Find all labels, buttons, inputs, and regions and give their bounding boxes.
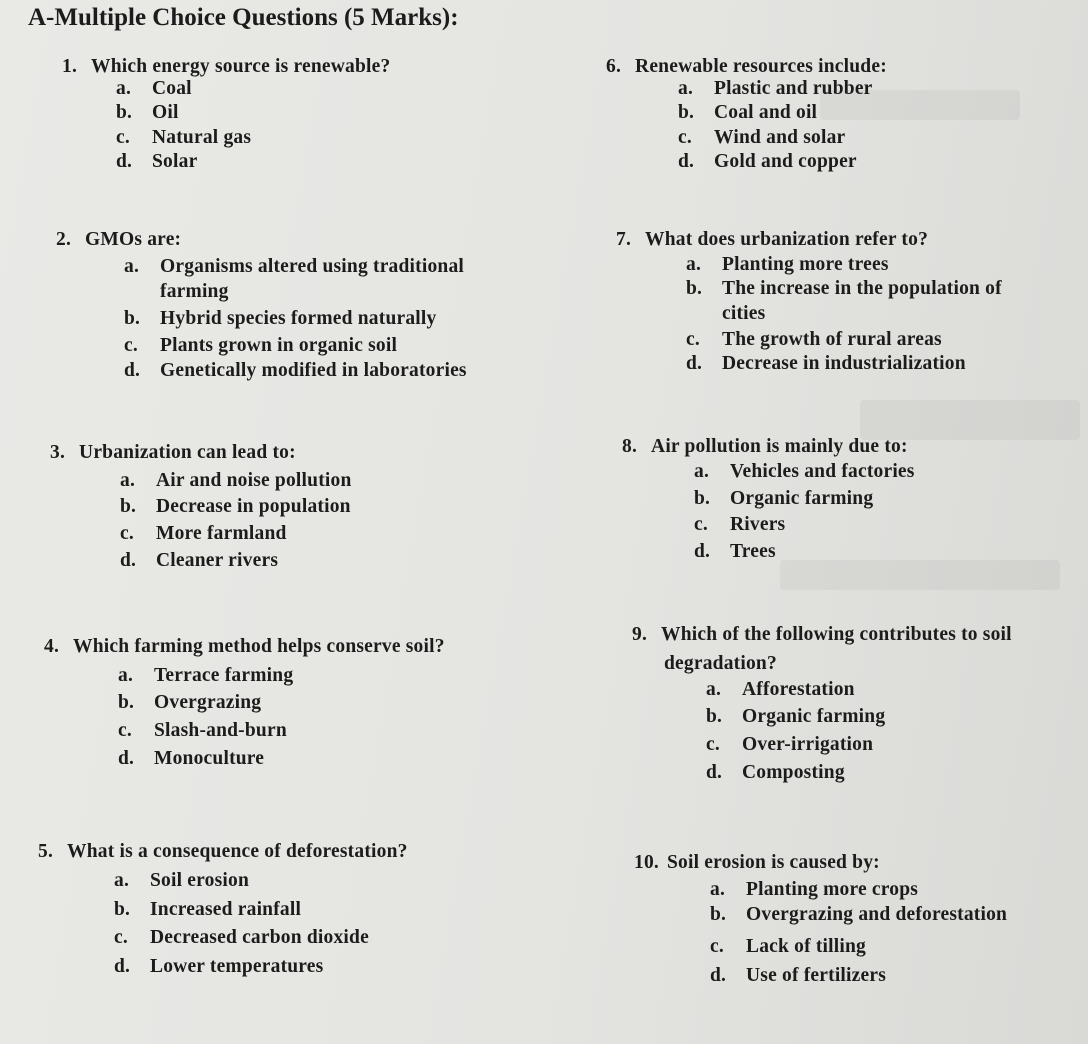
option-b[interactable]: b. Organic farming bbox=[706, 706, 886, 727]
option-a[interactable]: a. Terrace farming bbox=[118, 665, 294, 686]
question-text: What does urbanization refer to? bbox=[645, 229, 929, 250]
option-d[interactable]: d. Genetically modified in laboratories bbox=[124, 360, 467, 381]
question-text: Renewable resources include: bbox=[635, 56, 887, 77]
option-a[interactable]: a. Air and noise pollution bbox=[120, 470, 352, 491]
question-number: 8. bbox=[622, 436, 638, 457]
option-c[interactable]: c. Lack of tilling bbox=[710, 936, 867, 957]
option-c[interactable]: c. Natural gas bbox=[116, 127, 252, 148]
option-b[interactable]: b. Decrease in population bbox=[120, 496, 351, 517]
option-d[interactable]: d. Gold and copper bbox=[678, 151, 857, 172]
option-b[interactable]: b. Increased rainfall bbox=[114, 899, 302, 920]
option-d[interactable]: d. Lower temperatures bbox=[114, 956, 324, 977]
question-text: Urbanization can lead to: bbox=[79, 442, 296, 463]
question-number: 4. bbox=[44, 636, 60, 657]
question-number: 6. bbox=[606, 56, 622, 77]
question-number: 1. bbox=[62, 56, 78, 77]
question-number: 7. bbox=[616, 229, 632, 250]
option-b[interactable]: b. Coal and oil bbox=[678, 102, 818, 123]
option-a[interactable]: a. Afforestation bbox=[706, 679, 855, 700]
option-b[interactable]: b. Oil bbox=[116, 102, 179, 123]
question-number: 2. bbox=[56, 229, 72, 250]
option-a[interactable]: a. Planting more trees bbox=[686, 254, 889, 275]
option-c[interactable]: c. The growth of rural areas bbox=[686, 329, 942, 350]
option-d[interactable]: d. Monoculture bbox=[118, 748, 265, 769]
question-text-continued: degradation? bbox=[664, 653, 777, 674]
question-text: Which farming method helps conserve soil? bbox=[73, 636, 445, 657]
question-text: Air pollution is mainly due to: bbox=[651, 436, 908, 457]
option-a[interactable]: a. Soil erosion bbox=[114, 870, 250, 891]
option-b[interactable]: b. Hybrid species formed naturally bbox=[124, 308, 437, 329]
option-d[interactable]: d. Use of fertilizers bbox=[710, 965, 887, 986]
question-text: What is a consequence of deforestation? bbox=[67, 841, 408, 862]
question-text: GMOs are: bbox=[85, 229, 182, 250]
question-text: Which of the following contributes to soil bbox=[661, 624, 1012, 645]
option-d[interactable]: d. Solar bbox=[116, 151, 198, 172]
option-c[interactable]: c. More farmland bbox=[120, 523, 287, 544]
option-b[interactable]: b. Overgrazing bbox=[118, 692, 262, 713]
option-c[interactable]: c. Slash-and-burn bbox=[118, 720, 287, 741]
option-c[interactable]: c. Plants grown in organic soil bbox=[124, 335, 398, 356]
question-number: 5. bbox=[38, 841, 54, 862]
option-a[interactable]: a. Plastic and rubber bbox=[678, 78, 873, 99]
option-d[interactable]: d. Decrease in industrialization bbox=[686, 353, 966, 374]
option-a[interactable]: a. Planting more crops bbox=[710, 879, 919, 900]
option-a[interactable]: a. Vehicles and factories bbox=[694, 461, 915, 482]
question-number: 10. bbox=[634, 852, 659, 873]
question-text: Which energy source is renewable? bbox=[91, 56, 391, 77]
question-number: 9. bbox=[632, 624, 648, 645]
option-a[interactable]: a. Coal bbox=[116, 78, 192, 99]
option-b[interactable]: b. Overgrazing and deforestation bbox=[710, 904, 1008, 925]
option-b[interactable]: b. Organic farming bbox=[694, 488, 874, 509]
option-c[interactable]: c. Over-irrigation bbox=[706, 734, 874, 755]
option-c[interactable]: c. Rivers bbox=[694, 514, 786, 535]
option-d[interactable]: d. Trees bbox=[694, 541, 776, 562]
option-c[interactable]: c. Decreased carbon dioxide bbox=[114, 927, 369, 948]
option-b[interactable]: b. The increase in the population of cities bbox=[686, 278, 1002, 324]
option-d[interactable]: d. Composting bbox=[706, 762, 845, 783]
page-title: A-Multiple Choice Questions (5 Marks): bbox=[28, 4, 459, 31]
question-text: Soil erosion is caused by: bbox=[666, 852, 880, 873]
question-number: 3. bbox=[50, 442, 66, 463]
option-c[interactable]: c. Wind and solar bbox=[678, 127, 846, 148]
option-a[interactable]: a. Organisms altered using traditional farming bbox=[124, 256, 465, 302]
option-d[interactable]: d. Cleaner rivers bbox=[120, 550, 279, 571]
